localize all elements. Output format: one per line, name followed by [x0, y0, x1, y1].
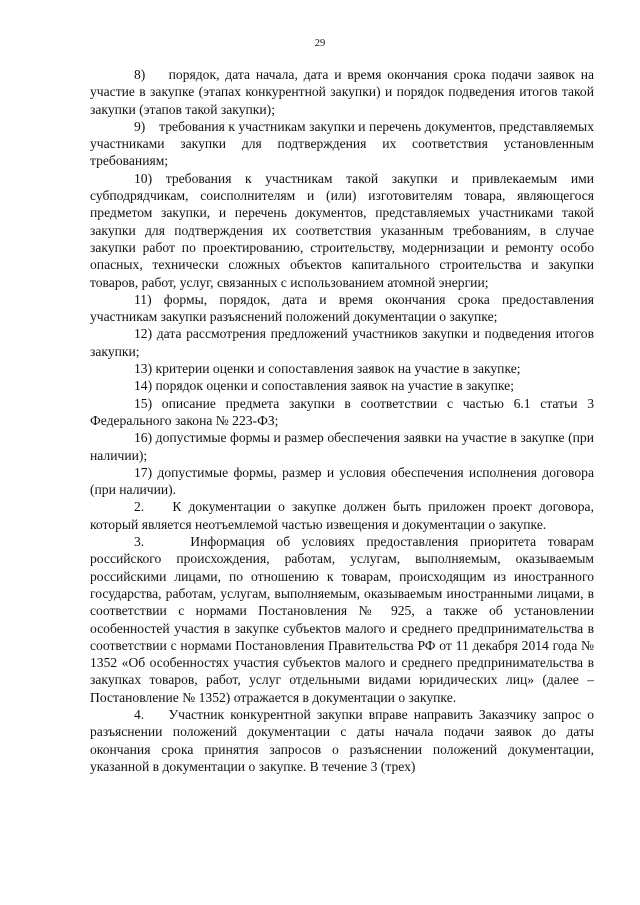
list-item-13: 13) критерии оценки и сопоставления заявок на участие в закупке;: [134, 361, 521, 377]
list-item-12: 12) дата рассмотрения предложений участников закупки и подведения итогов закупки;: [90, 326, 594, 359]
list-item-17: 17) допустимые формы, размер и условия обеспечения исполнения договора (при наличии).: [90, 464, 594, 498]
list-item-10: 10) требования к участникам такой закупки и привлекаемым ими субподрядчикам, соисполнителям и (или) изготовителям товара, являющегося предметом закупки, и перечень документов, представляемых участниками такой закупки для подтверждения их соответствия указанным требованиям, в случае закупки работ по проектированию, строительству, модернизации и ремонту особо опасных, технически сложных объектов капитального строительства и закупки товаров, работ, услуг, связанных с использованием атомной энергии;: [90, 170, 594, 290]
document-body: [90, 66, 594, 775]
clause-3: 3. Информация об условиях предоставления приоритета товарам российского происхождения, работам, услугам, выполняемым, оказываемым российскими лицами, по отношению к товарам, происходящим из иностранного государства, работам, услугам, выполняемым, оказываемым иностранными лицами, в соответствии с нормами Постановления № 925, а также об установлении особенностей участия в закупке субъектов малого и среднего предпринимательства в соответствии с нормами Постановления Правительства РФ от 11 декабря 2014 года № 1352 «Об особенностях участия субъектов малого и среднего предпринимательства в закупках товаров, работ, услуг отдельными видами юридических лиц» (далее – Постановление № 1352) отражается в документации о закупке.: [90, 534, 594, 705]
list-item-14: 14) порядок оценки и сопоставления заявок на участие в закупке;: [134, 378, 514, 394]
list-item-16: 16) допустимые формы и размер обеспечения заявки на участие в закупке (при наличии);: [90, 430, 594, 463]
clause-2: 2. К документации о закупке должен быть приложен проект договора, который является неотъемлемой частью извещения и документации о закупке.: [90, 499, 594, 532]
list-item-8: 8) порядок, дата начала, дата и время окончания срока подачи заявок на участие в закупке (этапах конкурентной закупки) и порядок подведения итогов такой закупки (этапов такой закупки);: [90, 67, 594, 117]
list-item-9: 9) требования к участникам закупки и перечень документов, представляемых участниками закупки для подтверждения их соответствия установленным требованиям;: [90, 118, 594, 169]
list-item-15: 15) описание предмета закупки в соответствии с частью 6.1 статьи 3 Федерального закона № 223-ФЗ;: [90, 395, 594, 428]
list-item-11: 11) формы, порядок, дата и время окончания срока предоставления участникам закупки разъяснений положений документации о закупке;: [90, 291, 594, 325]
page-number: 29: [314, 38, 326, 49]
clause-4: 4. Участник конкурентной закупки вправе направить Заказчику запрос о разъяснении положений документации с даты начала подачи заявок до даты окончания срока принятия запросов о разъяснении положений документации, указанной в документации о закупке. В течение 3 (трех): [90, 706, 594, 774]
